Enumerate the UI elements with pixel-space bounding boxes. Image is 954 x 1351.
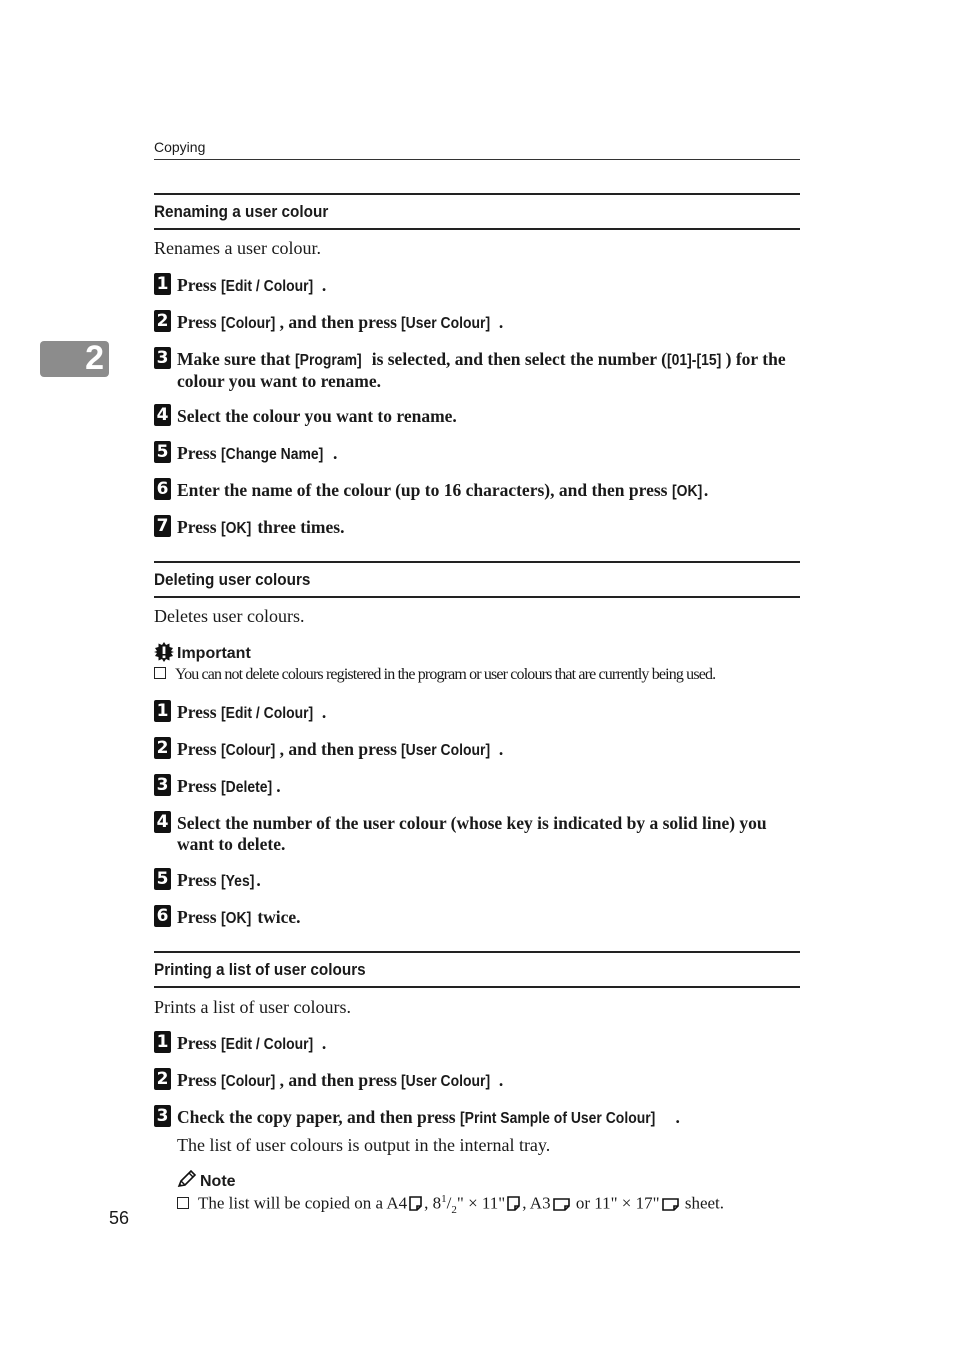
key-label: [User Colour] <box>401 742 491 759</box>
step-text: Press [Change Name] . <box>177 443 338 463</box>
step-number: 2 <box>154 310 171 332</box>
important-item <box>154 666 804 684</box>
step-number: 4 <box>154 811 171 833</box>
key-label: [User Colour] <box>401 315 491 332</box>
section-title: Deleting user colours <box>154 570 311 589</box>
important-heading <box>154 642 251 663</box>
note-label: Note <box>200 1173 236 1190</box>
step <box>154 1107 800 1129</box>
section-title: Renaming a user colour <box>154 202 329 221</box>
step-number: 6 <box>154 478 171 500</box>
step-text: Enter the name of the colour (up to 16 characters), and then press [OK] . <box>177 480 709 500</box>
checkbox-bullet-icon <box>154 667 166 679</box>
step-text: Press [Colour] , and then press [User Colour] . <box>177 1070 504 1090</box>
step-text: Press [OK] twice. <box>177 907 301 927</box>
step-number: 2 <box>154 737 171 759</box>
portrait-paper-icon <box>409 1196 422 1211</box>
checkbox-bullet-icon <box>177 1197 189 1209</box>
key-label: [OK] <box>220 910 252 927</box>
step-text: Make sure that [Program] is selected, and then select the number ([01]-[15] ) for the colour you want to rename. <box>177 349 786 391</box>
step-text: Press [Edit / Colour] . <box>177 702 327 722</box>
step-number: 1 <box>154 1031 171 1053</box>
step-number: 3 <box>154 347 171 369</box>
step-text: Press [Colour] , and then press [User Colour] . <box>177 312 504 332</box>
step <box>154 517 800 539</box>
key-label: [Edit / Colour] <box>220 278 314 295</box>
key-label: [User Colour] <box>401 1073 491 1090</box>
step-text: Select the colour you want to rename. <box>177 406 457 426</box>
step-text: Check the copy paper, and then press [Print Sample of User Colour] . <box>177 1107 680 1127</box>
step-text: Press [Delete] . <box>177 776 281 796</box>
landscape-paper-icon <box>662 1198 679 1211</box>
key-label: [Edit / Colour] <box>220 705 314 722</box>
step <box>154 275 800 297</box>
section-title: Printing a list of user colours <box>154 960 366 979</box>
pencil-icon <box>177 1170 197 1188</box>
section-intro: Deletes user colours. <box>154 606 305 626</box>
key-label: [Colour] <box>220 1073 276 1090</box>
step-number: 1 <box>154 700 171 722</box>
key-label: [Print Sample of User Colour] <box>459 1110 656 1127</box>
step <box>154 480 800 502</box>
step-text: Press [OK] three times. <box>177 517 345 537</box>
important-text: You can not delete colours registered in the program or user colours that are currently being used. <box>175 666 716 683</box>
key-label: [Program] <box>294 352 362 369</box>
step-number: 6 <box>154 905 171 927</box>
step-text: Press [Edit / Colour] . <box>177 275 327 295</box>
key-label: [Delete] <box>220 779 273 796</box>
step <box>154 870 800 892</box>
step-text: Press [Colour] , and then press [User Colour] . <box>177 739 504 759</box>
key-label: [Change Name] <box>220 446 324 463</box>
step-text: Select the number of the user colour (whose key is indicated by a solid line) you want to delete. <box>177 813 767 854</box>
key-label: [01]-[15] <box>666 352 722 369</box>
key-label: [OK] <box>671 483 703 500</box>
step-number: 7 <box>154 515 171 537</box>
header-rule <box>154 159 800 160</box>
landscape-paper-icon <box>553 1198 570 1211</box>
step <box>154 907 800 929</box>
important-icon <box>154 642 174 662</box>
section-heading-printing <box>154 951 800 988</box>
step <box>154 443 800 465</box>
section-heading-renaming <box>154 193 800 230</box>
step <box>154 813 800 855</box>
step-text: Press [Yes] . <box>177 870 261 890</box>
key-label: [Colour] <box>220 315 276 332</box>
step-number: 3 <box>154 774 171 796</box>
key-label: [Edit / Colour] <box>220 1036 314 1053</box>
step-number: 1 <box>154 273 171 295</box>
step-number: 4 <box>154 404 171 426</box>
chapter-tab <box>40 341 109 377</box>
step-number: 5 <box>154 441 171 463</box>
portrait-paper-icon <box>507 1196 520 1211</box>
key-label: [Colour] <box>220 742 276 759</box>
step-text: Press [Edit / Colour] . <box>177 1033 327 1053</box>
step <box>154 406 800 427</box>
step <box>154 312 800 334</box>
step <box>154 776 800 798</box>
chapter-number: 2 <box>85 339 104 377</box>
step-number: 3 <box>154 1105 171 1127</box>
running-head: Copying <box>154 139 206 155</box>
section-intro: Renames a user colour. <box>154 238 321 258</box>
important-label: Important <box>177 645 251 662</box>
step-result: The list of user colours is output in the internal tray. <box>177 1135 551 1155</box>
section-heading-deleting <box>154 561 800 598</box>
key-label: [Yes] <box>220 873 255 890</box>
note-heading <box>177 1170 236 1191</box>
step <box>154 1033 800 1055</box>
note-item: The list will be copied on a A4 , $8^1/_2$" × 11" , A3 or 11" × 17" sheet. <box>177 1193 724 1216</box>
step-number: 2 <box>154 1068 171 1090</box>
step <box>154 349 800 392</box>
step <box>154 739 800 761</box>
page-number: 56 <box>109 1208 130 1228</box>
step <box>154 1070 800 1092</box>
step <box>154 702 800 724</box>
key-label: [OK] <box>220 520 252 537</box>
section-intro: Prints a list of user colours. <box>154 997 351 1017</box>
step-number: 5 <box>154 868 171 890</box>
